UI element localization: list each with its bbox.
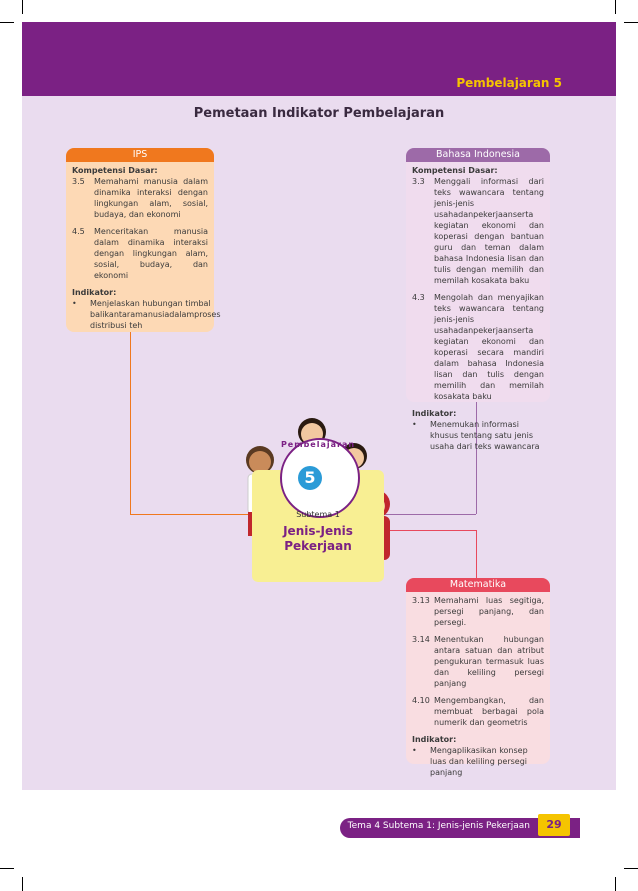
list-item: [412, 634, 544, 689]
theme-title: [252, 524, 384, 554]
badge-label: Pembelajaran: [280, 440, 356, 449]
crop-mark: [615, 877, 616, 891]
list-item: [412, 292, 544, 402]
item-text: Menggali informasi dari teks wawancara tentang jenis-jenis usahadanpekerjaanserta kegiatan ekonomi dan koperasi dengan bantuan guru dan teman dalam bahasa Indonesia lisan dan tulis dengan memilih dan memilah kosakata baku: [434, 177, 544, 285]
ips-card: [66, 148, 221, 332]
lesson-number: 5: [298, 466, 322, 490]
item-text: Menentukan hubungan antara satuan dan atribut pengukuran termasuk luas dan keliling persegi panjang: [434, 635, 544, 688]
theme-title-line2: Pekerjaan: [284, 539, 352, 553]
indicator-item: [412, 419, 544, 452]
indicator-item: [72, 298, 221, 331]
item-number: 4.10: [412, 696, 430, 705]
mtk-indicator-label: Indikator:: [412, 735, 457, 744]
page-heading: Pemetaan Indikator Pembelajaran: [193, 106, 445, 121]
item-text: Mengembangkan, dan membuat berbagai pola numerik dan geometris: [434, 696, 544, 727]
crop-mark: [22, 0, 23, 14]
bi-indicator-label: Indikator:: [412, 409, 457, 418]
connector-mtk: [476, 530, 477, 578]
item-number: 4.5: [72, 227, 85, 236]
list-item: [72, 176, 208, 220]
connector-ips: [130, 332, 131, 514]
item-text: Mengolah dan menyajikan teks wawancara tentang jenis-jenis usahadanpekerjaanserta kegiatan ekonomi dan koperasi secara mandiri dalam bahasa Indonesia lisan dan tulis dengan memilih dan memilah kosakata baku: [434, 293, 544, 401]
crop-mark: [0, 22, 14, 23]
bullet-icon: •: [412, 420, 417, 429]
item-text: Menceritakan manusia dalam dinamika interaksi dengan lingkungan alam, sosial, budaya, dan ekonomi: [94, 227, 208, 280]
bahasa-indonesia-card: [406, 148, 550, 451]
crop-mark: [624, 868, 638, 869]
bi-kd-label: Kompetensi Dasar:: [412, 166, 498, 175]
crop-mark: [624, 22, 638, 23]
bullet-icon: •: [412, 746, 417, 755]
item-number: 3.3: [412, 177, 425, 186]
ips-card-title: IPS: [66, 148, 214, 162]
theme-title-line1: Jenis-Jenis: [283, 524, 353, 538]
list-item: [72, 226, 208, 281]
item-number: 3.5: [72, 177, 85, 186]
ips-kd-label: Kompetensi Dasar:: [72, 166, 158, 175]
item-number: 3.14: [412, 635, 430, 644]
lesson-title: Pembelajaran 5: [456, 76, 562, 90]
indicator-text: Menjelaskan hubungan timbal balikantaramanusiadalamproses distribusi teh: [90, 299, 221, 330]
item-text: Memahami luas segitiga, persegi panjang, dan persegi.: [434, 596, 544, 627]
indicator-item: [412, 745, 544, 778]
item-number: 4.3: [412, 293, 425, 302]
indicator-text: Menemukan informasi khusus tentang satu jenis usaha dari teks wawancara: [430, 420, 540, 451]
crop-mark: [615, 0, 616, 14]
bullet-icon: •: [72, 299, 77, 308]
item-text: Memahami manusia dalam dinamika interaksi dengan lingkungan alam, sosial, budaya, dan ekonomi: [94, 177, 208, 219]
bi-card-title: Bahasa Indonesia: [406, 148, 550, 162]
matematika-card: [406, 578, 550, 777]
item-number: 3.13: [412, 596, 430, 605]
subtema-label: Subtema 1: [296, 510, 340, 519]
list-item: [412, 176, 544, 286]
list-item: [412, 595, 544, 628]
list-item: [412, 695, 544, 728]
mtk-card-title: Matematika: [406, 578, 550, 592]
crop-mark: [0, 868, 14, 869]
ips-indicator-label: Indikator:: [72, 288, 117, 297]
footer-text: Tema 4 Subtema 1: Jenis-jenis Pekerjaan: [347, 821, 530, 831]
crop-mark: [22, 877, 23, 891]
indicator-text: Mengaplikasikan konsep luas dan keliling persegi panjang: [430, 746, 528, 777]
page-number: 29: [538, 814, 570, 836]
